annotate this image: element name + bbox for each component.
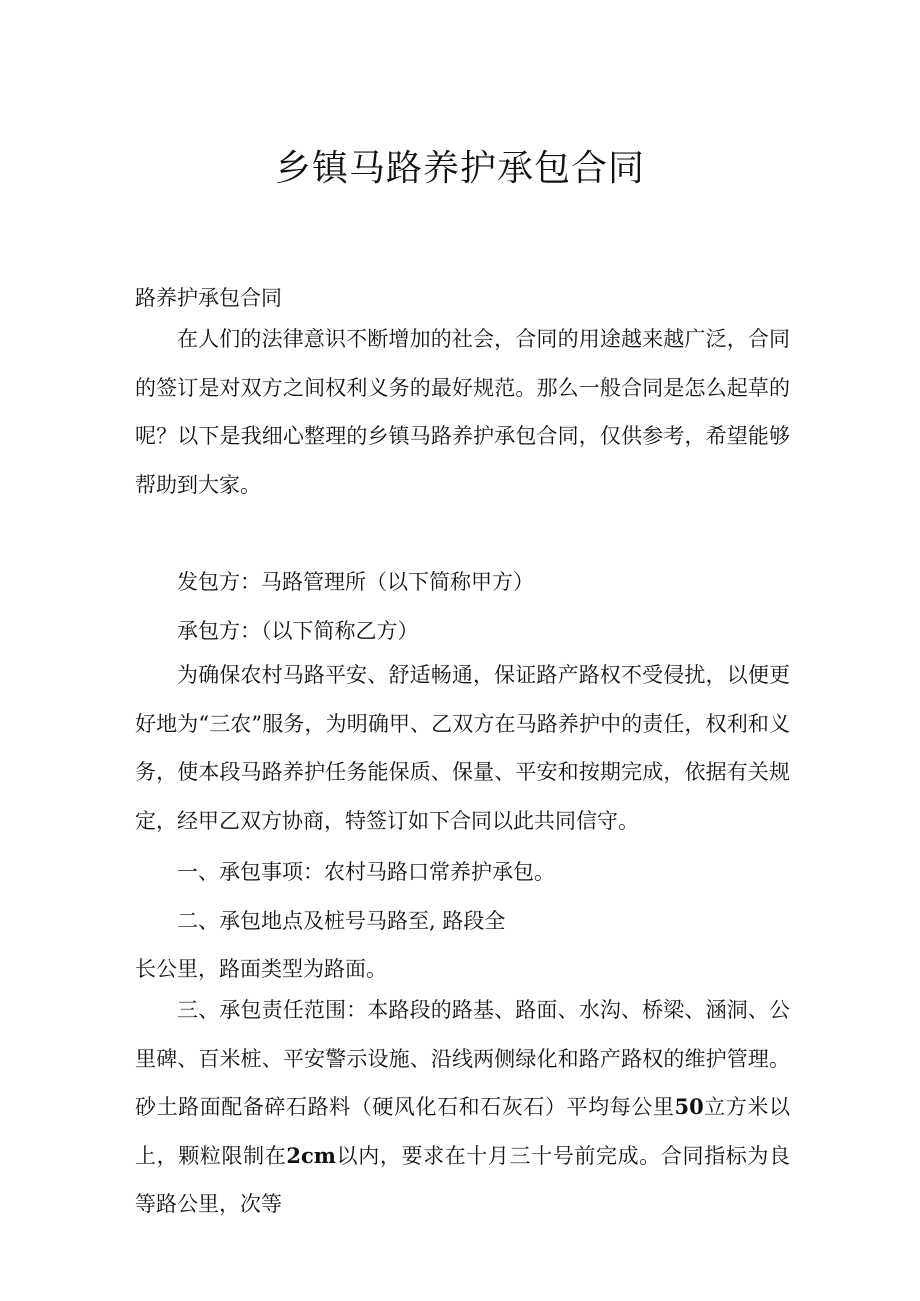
document-subtitle: 路养护承包合同	[135, 286, 282, 310]
clause-3-text-3: 以内，要求在十月三十号前完成。合同指标为良等路公里，次等	[135, 1143, 790, 1216]
preamble-paragraph: 为确保农村马路平安、舒适畅通，保证路产路权不受侵扰，以便更好地为“三农”服务，为明确甲、乙双方在马路养护中的责任，权利和义务，使本段马路养护任务能保质、保量、平安和按期完成，依据有关规定，经甲乙双方协商，特签订如下合同以此共同信守。	[135, 663, 790, 833]
intro-paragraph: 在人们的法律意识不断增加的社会，合同的用途越来越广泛，合同的签订是对双方之间权利义务的最好规范。那么一般合同是怎么起草的呢？以下是我细心整理的乡镇马路养护承包合同，仅供参考，希望能够帮助到大家。	[135, 327, 790, 497]
clause-3-volume-value: 50	[674, 1094, 704, 1119]
clause-3-paragraph	[135, 986, 790, 1229]
clause-2-line-1: 二、承包地点及桩号马路至, 路段全	[177, 909, 506, 933]
clause-2-line-2: 长公里，路面类型为路面。	[135, 957, 387, 981]
party-b-line: 承包方：（以下简称乙方）	[177, 619, 419, 643]
document-title: 乡镇马路养护承包合同	[274, 148, 645, 189]
party-a-line: 发包方：马路管理所（以下简称甲方）	[177, 570, 534, 594]
clause-1: 一、承包事项：农村马路口常养护承包。	[177, 860, 555, 884]
clause-3-size-value: 2cm	[286, 1142, 336, 1168]
clause-3-text-1: 三、承包责任范围：本路段的路基、路面、水沟、桥梁、涵洞、公里碑、百米桩、平安警示设施、沿线两侧绿化和路产路权的维护管理。砂土路面配备碎石路料（硬风化石和石灰石）平均每公里	[135, 998, 790, 1119]
clause-3-text-2: 立方米以上，颗粒限制在	[135, 1095, 790, 1168]
